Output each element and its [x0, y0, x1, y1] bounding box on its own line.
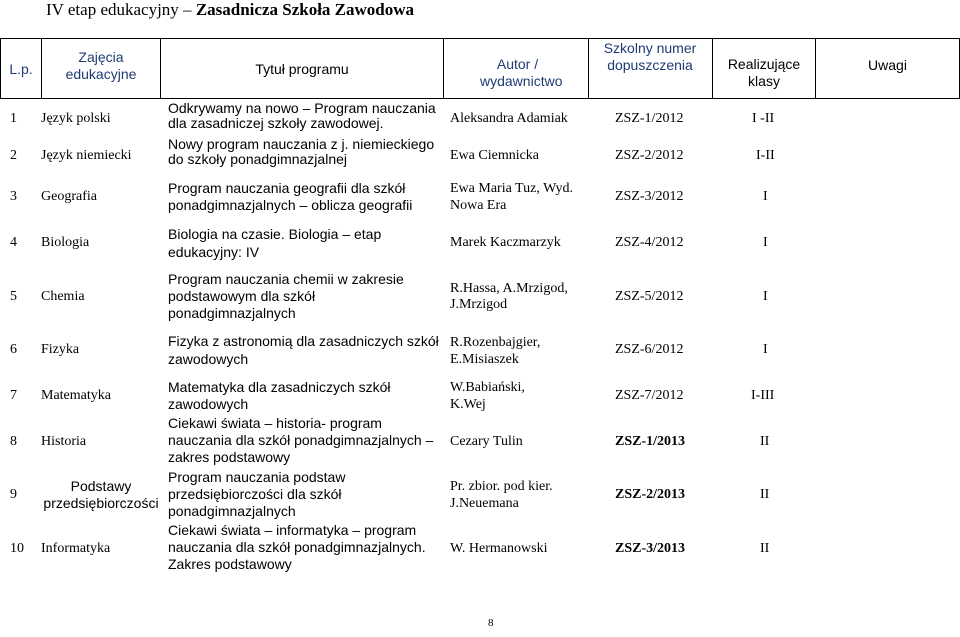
row-subject: Informatyka — [41, 541, 111, 556]
row-classes: I -II — [752, 111, 775, 126]
row-subject: Język polski — [41, 111, 111, 126]
row-classes: I — [763, 189, 768, 204]
row-lp: 10 — [10, 541, 24, 556]
row-number: ZSZ-5/2012 — [615, 289, 684, 304]
header-permit-number: Szkolny numer dopuszczenia — [603, 40, 697, 73]
header-divider — [588, 38, 589, 99]
row-classes: I — [763, 289, 768, 304]
header-classes: Realizujące klasy — [727, 56, 801, 89]
row-program: Program nauczania chemii w zakresie podstawowym dla szkół ponadgimnazjalnych — [168, 271, 404, 321]
row-subject: Fizyka — [41, 342, 80, 357]
row-author: Aleksandra Adamiak — [450, 111, 568, 126]
row-subject: Chemia — [41, 289, 85, 304]
row-classes: I — [763, 342, 768, 357]
row-author: Ewa Ciemnicka — [450, 148, 540, 163]
row-number: ZSZ-2/2012 — [615, 148, 684, 163]
row-author: W.Babiański, K.Wej — [450, 380, 525, 412]
row-author: R.Hassa, A.Mrzigod, J.Mrzigod — [450, 281, 568, 312]
row-classes: II — [760, 541, 770, 556]
row-author: Marek Kaczmarzyk — [450, 235, 561, 250]
row-program: Nowy program nauczania z j. niemieckiego do szkoły ponadgimnazjalnej — [168, 136, 435, 167]
row-program: Program nauczania podstaw przedsiębiorczości dla szkół ponadgimnazjalnych — [168, 469, 346, 519]
row-number: ZSZ-3/2012 — [615, 189, 684, 204]
row-classes: II — [760, 434, 770, 449]
title-prefix: IV etap edukacyjny – — [46, 0, 196, 19]
row-author: W. Hermanowski — [450, 541, 548, 556]
page-title — [46, 0, 414, 20]
row-program: Ciekawi świata – informatyka – program nauczania dla szkół ponadgimnazjalnych. Zakres podstawowy — [168, 522, 426, 572]
page-number: 8 — [488, 617, 494, 629]
row-lp: 2 — [10, 148, 17, 163]
row-subject: Język niemiecki — [41, 148, 132, 163]
row-subject: Geografia — [41, 189, 97, 204]
row-lp: 5 — [10, 289, 17, 304]
row-subject: Matematyka — [41, 388, 111, 403]
row-program: Odkrywamy na nowo – Program nauczania dla zasadniczej szkoły zawodowej. — [168, 100, 436, 131]
row-number: ZSZ-1/2012 — [615, 111, 684, 126]
row-program: Program nauczania geografii dla szkół ponadgimnazjalnych – oblicza geografii — [168, 180, 413, 213]
row-number: ZSZ-6/2012 — [615, 342, 684, 357]
title-school-type: Zasadnicza Szkoła Zawodowa — [195, 0, 415, 19]
row-program: Biologia na czasie. Biologia – etap edukacyjny: IV — [168, 226, 382, 260]
row-lp: 1 — [10, 111, 17, 126]
row-program: Ciekawi świata – historia- program nauczania dla szkół ponadgimnazjalnych – zakres podstawowy — [168, 415, 434, 465]
row-classes: II — [760, 487, 770, 502]
row-author: Cezary Tulin — [450, 434, 523, 449]
header-divider — [712, 38, 713, 99]
row-number: ZSZ-1/2013 — [615, 434, 686, 449]
row-subject: Historia — [41, 434, 87, 449]
row-classes: I-II — [756, 148, 775, 163]
header-program-title: Tytuł programu — [255, 61, 349, 77]
row-subject: Podstawy przedsiębiorczości — [43, 478, 159, 511]
row-lp: 9 — [10, 487, 17, 502]
row-lp: 8 — [10, 434, 17, 449]
header-lp: L.p. — [9, 61, 33, 77]
row-number: ZSZ-3/2013 — [615, 541, 686, 556]
row-author: Ewa Maria Tuz, Wyd. Nowa Era — [450, 181, 573, 213]
row-subject: Biologia — [41, 235, 90, 250]
row-author: Pr. zbior. pod kier. J.Neuemana — [450, 479, 553, 511]
header-author: Autor / wydawnictwo — [480, 56, 563, 89]
row-lp: 6 — [10, 342, 17, 357]
header-divider — [443, 38, 444, 99]
row-number: ZSZ-4/2012 — [615, 235, 684, 250]
row-number: ZSZ-7/2012 — [615, 388, 684, 403]
header-subject: Zajęcia edukacyjne — [65, 49, 137, 82]
row-program: Matematyka dla zasadniczych szkół zawodowych — [168, 379, 391, 412]
row-program: Fizyka z astronomią dla zasadniczych szkół zawodowych — [168, 333, 439, 367]
row-author: R.Rozenbajgier, E.Misiaszek — [450, 335, 541, 367]
header-notes: Uwagi — [868, 57, 907, 73]
row-lp: 4 — [10, 235, 17, 250]
row-classes: I-III — [751, 388, 775, 403]
row-classes: I — [763, 235, 768, 250]
row-lp: 7 — [10, 388, 17, 403]
row-lp: 3 — [10, 189, 17, 204]
row-number: ZSZ-2/2013 — [615, 487, 686, 502]
